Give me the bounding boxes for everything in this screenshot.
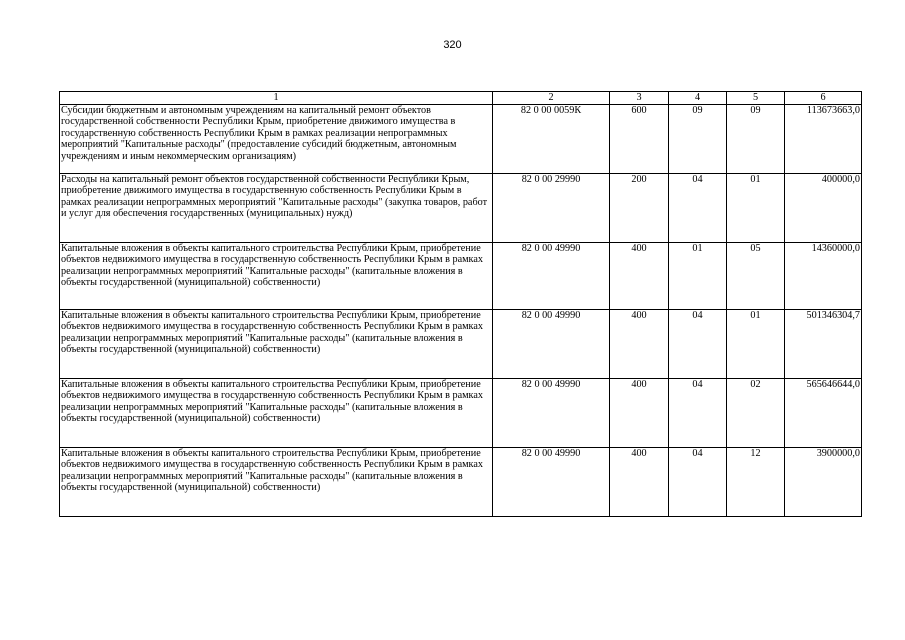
row-subsection: 01 [727, 310, 785, 379]
row-name: Капитальные вложения в объекты капитального строительства Республики Крым, приобретение объектов недвижимого имущества в государственную собственность Республики Крым в рамках реализации непрограммных мероприятий "Капитальные расходы" (капитальные вложения в объекты государственной (муниципальной) собственности) [60, 448, 493, 517]
row-name: Капитальные вложения в объекты капитального строительства Республики Крым, приобретение объектов недвижимого имущества в государственную собственность Республики Крым в рамках реализации непрограммных мероприятий "Капитальные расходы" (капитальные вложения в объекты государственной (муниципальной) собственности) [60, 310, 493, 379]
row-expense-type: 400 [610, 243, 669, 310]
header-col-6: 6 [785, 92, 862, 105]
header-row [60, 92, 862, 105]
row-amount: 501346304,7 [785, 310, 862, 379]
table-row [60, 379, 862, 448]
row-target-article: 82 0 00 0059К [493, 105, 610, 174]
row-target-article: 82 0 00 49990 [493, 310, 610, 379]
table-row [60, 174, 862, 243]
row-amount: 400000,0 [785, 174, 862, 243]
row-section: 04 [669, 310, 727, 379]
row-amount: 3900000,0 [785, 448, 862, 517]
row-section: 04 [669, 379, 727, 448]
row-name: Расходы на капитальный ремонт объектов государственной собственности Республики Крым, приобретение движимого имущества в государственную собственность Республики Крым в рамках реализации непрограммных мероприятий "Капитальные расходы" (закупка товаров, работ и услуг для обеспечения государственных (муниципальных) нужд) [60, 174, 493, 243]
row-section: 09 [669, 105, 727, 174]
row-expense-type: 400 [610, 310, 669, 379]
row-amount: 565646644,0 [785, 379, 862, 448]
row-target-article: 82 0 00 49990 [493, 379, 610, 448]
row-section: 04 [669, 174, 727, 243]
row-target-article: 82 0 00 49990 [493, 448, 610, 517]
row-expense-type: 400 [610, 448, 669, 517]
header-col-4: 4 [669, 92, 727, 105]
row-section: 01 [669, 243, 727, 310]
row-expense-type: 400 [610, 379, 669, 448]
row-name: Субсидии бюджетным и автономным учреждениям на капитальный ремонт объектов государственной собственности Республики Крым, приобретение движимого имущества в государственную собственность Республики Крым в рамках реализации непрограммных мероприятий "Капитальные расходы" (предоставление субсидий бюджетным, автономным учреждениям и иным некоммерческим организациям) [60, 105, 493, 174]
header-col-2: 2 [493, 92, 610, 105]
row-subsection: 05 [727, 243, 785, 310]
row-subsection: 12 [727, 448, 785, 517]
row-subsection: 02 [727, 379, 785, 448]
row-expense-type: 200 [610, 174, 669, 243]
row-expense-type: 600 [610, 105, 669, 174]
row-amount: 14360000,0 [785, 243, 862, 310]
row-amount: 113673663,0 [785, 105, 862, 174]
row-target-article: 82 0 00 29990 [493, 174, 610, 243]
page-number: 320 [443, 39, 462, 51]
table-row [60, 310, 862, 379]
table-row [60, 105, 862, 174]
row-name: Капитальные вложения в объекты капитального строительства Республики Крым, приобретение объектов недвижимого имущества в государственную собственность Республики Крым в рамках реализации непрограммных мероприятий "Капитальные расходы" (капитальные вложения в объекты государственной (муниципальной) собственности) [60, 379, 493, 448]
budget-table [59, 91, 862, 517]
header-col-5: 5 [727, 92, 785, 105]
table-row [60, 243, 862, 310]
row-target-article: 82 0 00 49990 [493, 243, 610, 310]
table-row [60, 448, 862, 517]
row-name: Капитальные вложения в объекты капитального строительства Республики Крым, приобретение объектов недвижимого имущества в государственную собственность Республики Крым в рамках реализации непрограммных мероприятий "Капитальные расходы" (капитальные вложения в объекты государственной (муниципальной) собственности) [60, 243, 493, 310]
row-section: 04 [669, 448, 727, 517]
row-subsection: 09 [727, 105, 785, 174]
header-col-3: 3 [610, 92, 669, 105]
row-subsection: 01 [727, 174, 785, 243]
header-col-1: 1 [60, 92, 493, 105]
